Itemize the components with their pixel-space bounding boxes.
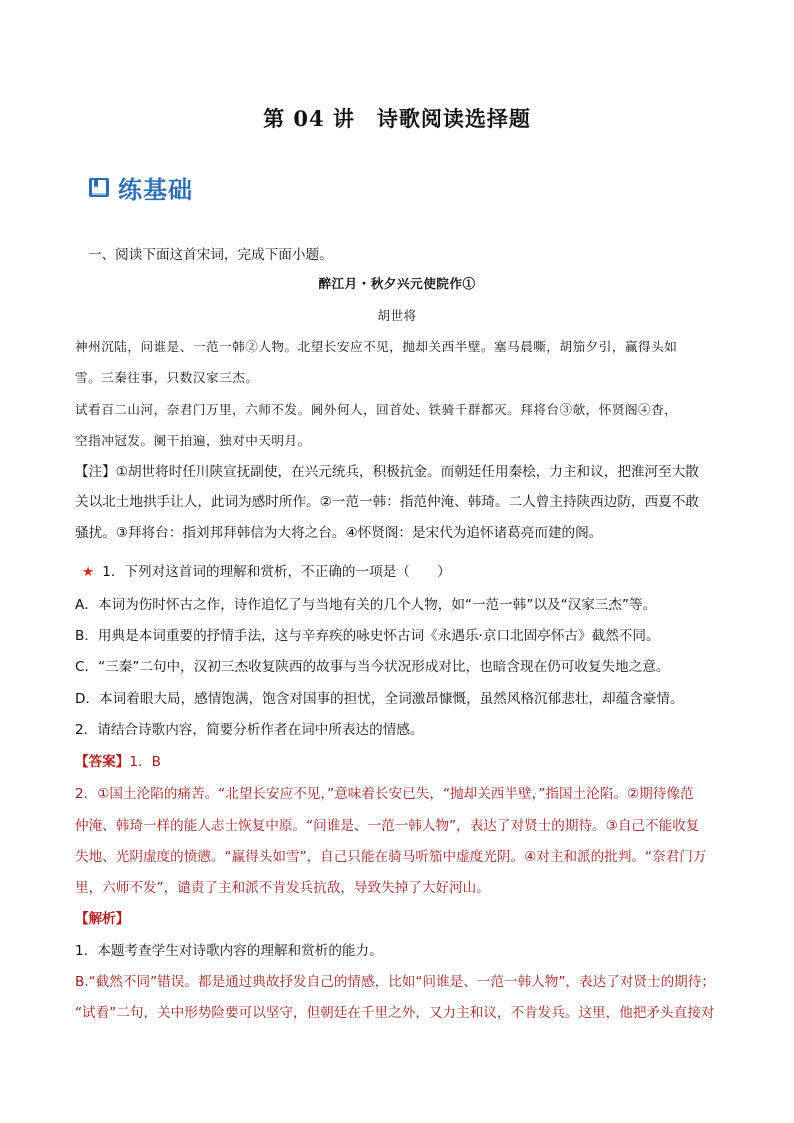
- option-d: D．本词着眼大局，感情饱满，饱含对国事的担忧，全词激昂慷慨，虽然风格沉郁悲壮，却蕴含豪情。: [75, 691, 684, 707]
- poem-line: 试看百二山河，奈君门万里，六师不发。阃外何人，回首处、铁骑千群都灭。拜将台③欹，怀贤阁④杳，: [75, 402, 678, 417]
- poem-line: 神州沉陆，问谁是、一范一韩②人物。北望长安应不见，抛却关西半壁。塞马晨嘶，胡笳夕引，赢得头如: [75, 339, 678, 354]
- page-title: [0, 103, 794, 133]
- poem-line: 空指冲冠发。阑干拍遍，独对中天明月。: [75, 433, 311, 448]
- section-header: [88, 170, 193, 204]
- option-a: A．本词为伤时怀古之作，诗作追忆了与当地有关的几个人物，如“一范一韩”以及“汉家三杰”等。: [75, 597, 657, 613]
- question-2: 2．请结合诗歌内容，简要分析作者在词中所表达的情感。: [75, 722, 424, 738]
- lecture-number: 第 04 讲: [263, 106, 355, 131]
- option-b: B．用典是本词重要的抒情手法，这与辛弃疾的咏史怀古词《永遇乐·京口北固亭怀古》截然不同。: [75, 628, 660, 644]
- answer-line: 仲淹、韩琦一样的能人志士恢复中原。“问谁是、一范一韩人物”，表达了对贤士的期待。③自己不能收复: [75, 818, 700, 834]
- book-icon: [88, 176, 110, 198]
- analysis-tag: 【解析】: [75, 911, 130, 927]
- answer-line: 失地、光阴虚度的愤懑。“赢得头如雪”，自己只能在骑马听笳中虚度光阴。④对主和派的批判。“奈君门万: [75, 849, 707, 865]
- analysis-line: 1．本题考查学生对诗歌内容的理解和赏析的能力。: [75, 943, 383, 959]
- question-1-stem: 1．下列对这首词的理解和赏析，不正确的一项是（ ）: [102, 564, 451, 580]
- answer-line: 2．①国土沦陷的痛苦。“北望长安应不见，”意味着长安已失，“抛却关西半壁，”指国土沦陷。②期待像范: [75, 786, 694, 802]
- analysis-line: “试看”二句，关中形势险要可以坚守，但朝廷在千里之外，又力主和议，不肯发兵。这里，他把矛头直接对: [75, 1005, 715, 1021]
- section-label: 练基础: [118, 175, 193, 204]
- star-icon: ★: [82, 564, 95, 580]
- poem-author: 胡世将: [377, 308, 417, 323]
- analysis-line: B.“截然不同”错误。都是通过典故抒发自己的情感，比如“问谁是、一范一韩人物”，表达了对贤士的期待；: [75, 974, 715, 990]
- lecture-topic: 诗歌阅读选择题: [376, 106, 531, 131]
- note-line: 骚扰。③拜将台：指刘邦拜韩信为大将之台。④怀贤阁：是宋代为追怀诸葛亮而建的阁。: [75, 525, 603, 541]
- poem-title: 醉江月・秋夕兴元使院作①: [318, 276, 476, 291]
- question-1: [82, 560, 732, 580]
- option-c: C．“三秦”二句中，汉初三杰收复陕西的故事与当今状况形成对比，也暗含现在仍可收复失地之意。: [75, 659, 670, 675]
- intro-text: 一、阅读下面这首宋词，完成下面小题。: [88, 247, 333, 263]
- answer-q1: 1．B: [129, 754, 161, 770]
- note-line: 【注】①胡世将时任川陕宣抚副使，在兴元统兵，积极抗金。而朝廷任用秦桧，力主和议，把淮河至大散: [75, 464, 699, 480]
- answer-tag: 【答案】: [75, 754, 130, 770]
- answer-block: [75, 750, 725, 770]
- note-line: 关以北土地拱手让人，此词为感时所作。②一范一韩：指范仲淹、韩琦。二人曾主持陕西边防，西夏不敢: [75, 494, 699, 510]
- answer-line: 里，六师不发”，谴责了主和派不肯发兵抗敌，导致失掉了大好河山。: [75, 880, 490, 896]
- poem-line: 雪。三秦往事，只数汉家三杰。: [75, 370, 259, 385]
